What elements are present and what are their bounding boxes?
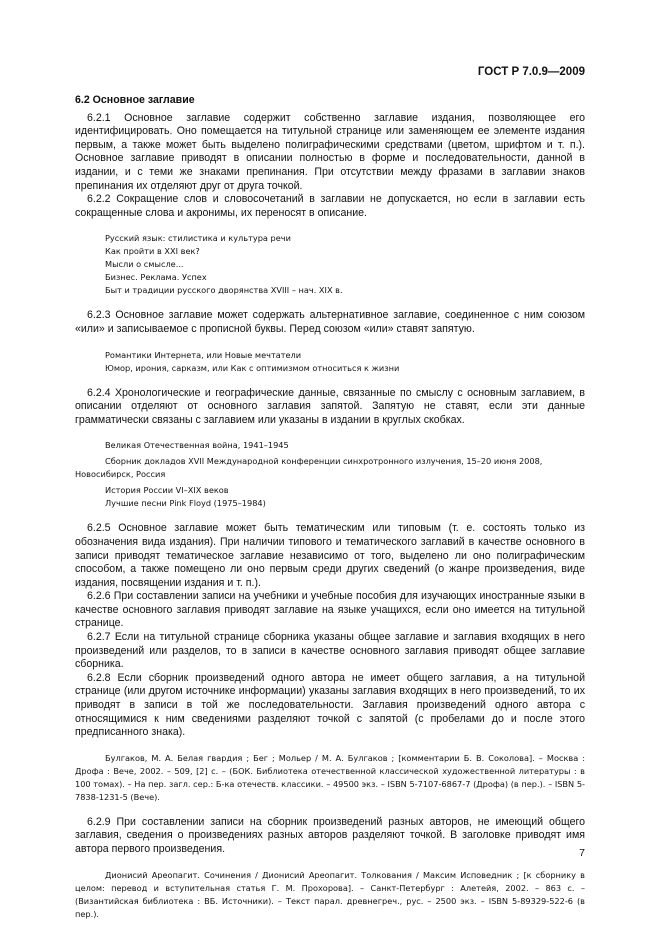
paragraph-6-2-4: 6.2.4 Хронологические и географические данные, связанные по смыслу с основным заглавием, в описании отделяют от основного заглавия запятой. Запятую не ставят, если эти данные грамматически связаны с заглавием или указаны в издании в круглых скобках. xyxy=(75,386,585,426)
bibliographic-example-6-2-8: Булгаков, М. А. Белая гвардия ; Бег ; Мольер / М. А. Булгаков ; [комментарии Б. В. Соколова]. – Москва : Дрофа : Вече, 2002. – 509, [2] с. – (БОК. Библиотека отечественной классической художественной литературы : в 100 томах). – На пер. загл. сер.: Б-ка отечеств. классики. – 49500 экз. – ISBN 5-7107-6867-7 (Дрофа) (в пер.). – ISBN 5-7838-1231-5 (Вече). xyxy=(75,752,585,802)
section-heading: 6.2 Основное заглавие xyxy=(75,94,195,106)
paragraph-6-2-2: 6.2.2 Сокращение слов и словосочетаний в заглавии не допускается, но если в заглавии есть сокращенные слова и акронимы, их переносят в описание. xyxy=(75,193,585,219)
examples-6-2-2 xyxy=(75,232,585,297)
example-line: Сборник докладов XVII Международной конференции синхротронного излучения, 15–20 июня 2008, xyxy=(105,456,543,467)
paragraph-6-2-6: 6.2.6 При составлении записи на учебники и учебные пособия для изучающих иностранные языки в качестве основного заглавия приводят заглавие на языке учащихся, если оно имеется на титульной странице. xyxy=(75,590,585,630)
paragraph-6-2-5: 6.2.5 Основное заглавие может быть тематическим или типовым (т. е. состоять только из обозначения вида издания). При наличии типового и тематического заглавий в качестве основного в записи приводят тематическое заглавие независимо от того, выделено ли оно полиграфическим способом, а также помещено ли оно первым среди других сведений (о жанре произведения, виде издания, посвящении издания и т. п.). xyxy=(75,522,585,589)
example-line: Русский язык: стилистика и культура речи xyxy=(105,233,291,244)
paragraph-6-2-1: 6.2.1 Основное заглавие содержит собственно заглавие издания, позволяющее его идентифицировать. Оно помещается на титульной странице или заменяющем ее элементе издания первым, а также может быть выделено полиграфическими средствами (цветом, шрифтом и т. п.). Основное заглавие приводят в описании полностью в форме и последовательности, данной в издании, и с теми же знаками препинания. При отсутствии между фразами в заглавии знаков препинания их отделяют друг от друга точкой. xyxy=(75,111,585,192)
example-line: История России VI–XIX веков xyxy=(105,485,229,496)
paragraph-6-2-8: 6.2.8 Если сборник произведений одного автора не имеет общего заглавия, а на титульной странице (или другом источнике информации) указаны заглавия входящих в него произведений, то их приводят в записи в той же последовательности. Заглавия произведений одного автора с относящимися к ним сведениями разделяют точкой с запятой (с пробелами до и после этого предписанного знака). xyxy=(75,671,585,739)
example-line: Как пройти в XXI век? xyxy=(105,246,200,257)
example-line: Лучшие песни Pink Floyd (1975–1984) xyxy=(105,498,266,509)
example-line: Мысли о смысле... xyxy=(105,259,184,270)
examples-6-2-3 xyxy=(75,349,585,375)
example-line: Бизнес. Реклама. Успех xyxy=(105,272,207,283)
example-line: Юмор, ирония, сарказм, или Как с оптимизмом относиться к жизни xyxy=(105,362,400,373)
examples-6-2-4 xyxy=(75,439,585,510)
page-number: 7 xyxy=(579,847,585,859)
page-content xyxy=(75,94,585,933)
paragraph-6-2-3: 6.2.3 Основное заглавие может содержать альтернативное заглавие, соединенное с ним союзом «или» и записываемое с прописной буквы. Перед союзом «или» ставят запятую. xyxy=(75,309,585,335)
example-line: Великая Отечественная война, 1941–1945 xyxy=(105,440,289,451)
example-line-continuation: Новосибирск, Россия xyxy=(75,469,166,480)
example-line: Романтики Интернета, или Новые мечтатели xyxy=(105,349,302,360)
bibliographic-example-6-2-9: Дионисий Ареопагит. Сочинения / Дионисий Ареопагит. Толкования / Максим Исповедник ; [к сборнику в целом: перевод и вступительная статья Г. М. Прохорова]. – Санкт-Петербург : Алетейя, 2002. – 863 с. – (Византийская библиотека : ВБ. Источники). – Текст парал. древнегреч., рус. – 2500 экз. – ISBN 5-89329-522-6 (в пер.). xyxy=(75,869,585,919)
document-standard-id: ГОСТ Р 7.0.9—2009 xyxy=(477,66,585,78)
paragraph-6-2-9: 6.2.9 При составлении записи на сборник произведений разных авторов, не имеющий общего заглавия, сведения о произведениях разных авторов разделяют точкой. В заголовке приводят имя автора первого произведения. xyxy=(75,815,585,855)
example-line: Быт и традиции русского дворянства XVIII – нач. XIX в. xyxy=(105,285,343,296)
paragraph-6-2-7: 6.2.7 Если на титульной странице сборника указаны общее заглавие и заглавия входящих в него произведений или разделов, то в записи в качестве основного заглавия приводят общее заглавие сборника. xyxy=(75,631,585,671)
